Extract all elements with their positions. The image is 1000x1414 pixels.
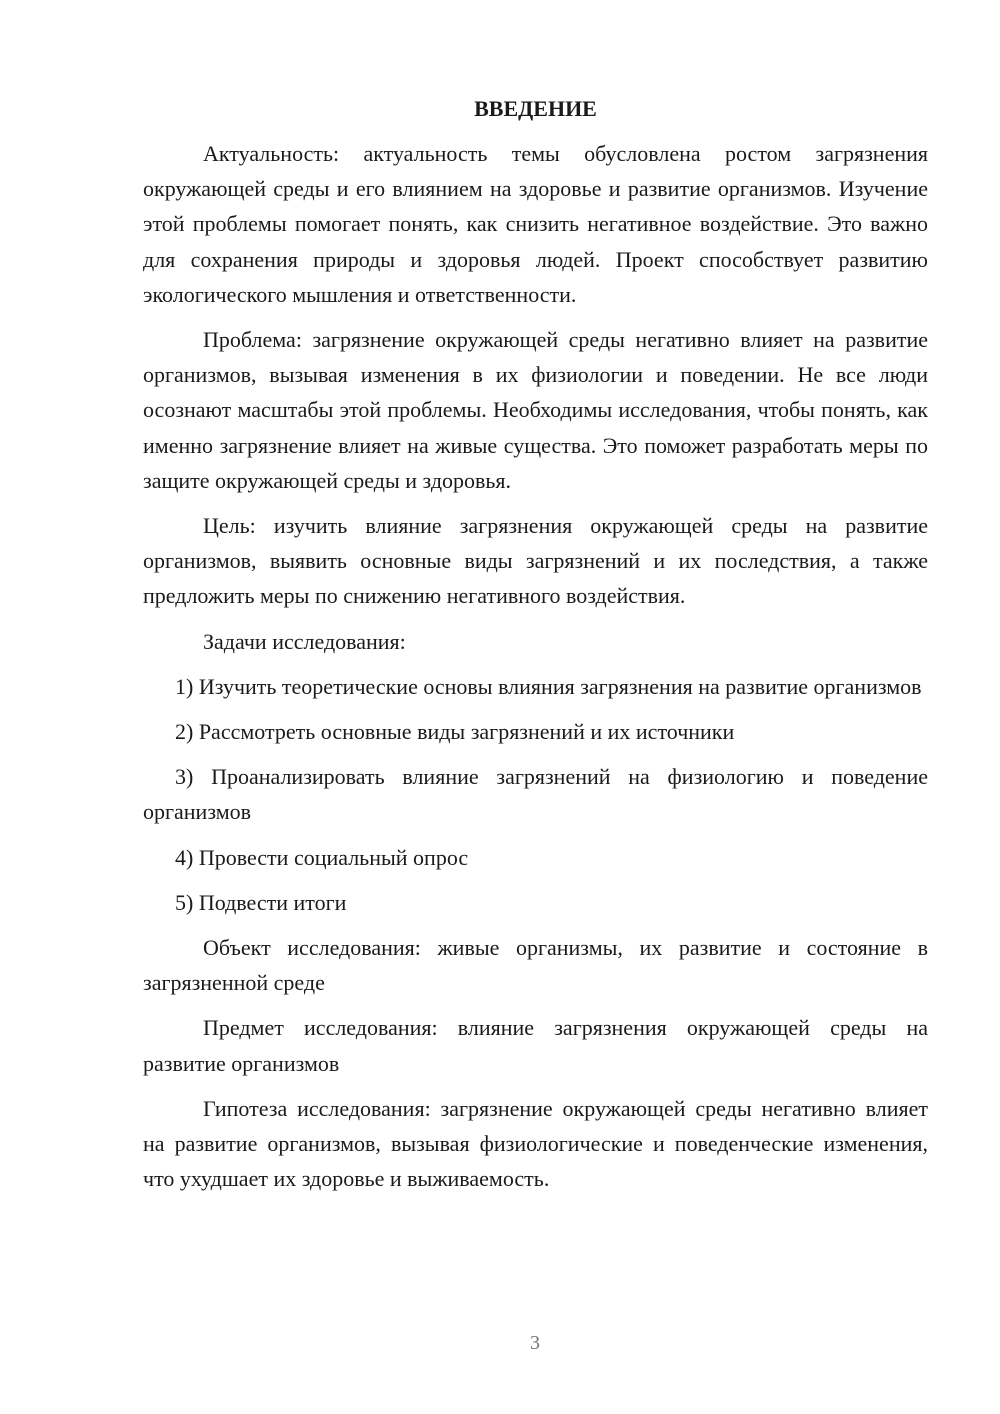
paragraph-object: Объект исследования: живые организмы, их развитие и состояние в загрязненной среде — [143, 935, 928, 996]
paragraph-hypothesis: Гипотеза исследования: загрязнение окружающей среды негативно влияет на развитие организмов, вызывая физиологические и поведенческие изменения, что ухудшает их здоровье и выживаемость. — [143, 1095, 928, 1192]
page-number: 3 — [530, 1332, 540, 1354]
task-item-2: 2) Рассмотреть основные виды загрязнений и их источники — [175, 719, 735, 745]
paragraph-relevance: Актуальность: актуальность темы обусловлена ростом загрязнения окружающей среды и его влиянием на здоровье и развитие организмов. Изучение этой проблемы помогает понять, как снизить негативное воздействие. Это важно для сохранения природы и здоровья людей. Проект способствует развитию экологического мышления и ответственности. — [143, 141, 928, 307]
tasks-title: Задачи исследования: — [203, 628, 406, 654]
paragraph-problem: Проблема: загрязнение окружающей среды негативно влияет на развитие организмов, вызывая изменения в их физиологии и поведении. Не все люди осознают масштабы этой проблемы. Необходимы исследования, чтобы понять, как именно загрязнение влияет на живые существа. Это поможет разработать меры по защите окружающей среды и здоровья. — [143, 327, 928, 493]
task-item-3: 3) Проанализировать влияние загрязнений на физиологию и поведение организмов — [143, 764, 928, 825]
document-page — [143, 92, 928, 1196]
task-item-1: 1) Изучить теоретические основы влияния загрязнения на развитие организмов — [175, 673, 922, 699]
task-item-4: 4) Провести социальный опрос — [175, 844, 469, 870]
paragraph-subject: Предмет исследования: влияние загрязнения окружающей среды на развитие организмов — [143, 1015, 928, 1076]
paragraph-goal: Цель: изучить влияние загрязнения окружающей среды на развитие организмов, выявить основные виды загрязнений и их последствия, а также предложить меры по снижению негативного воздействия. — [143, 513, 928, 609]
task-item-5: 5) Подвести итоги — [175, 889, 347, 915]
section-heading: ВВЕДЕНИЕ — [474, 96, 597, 121]
